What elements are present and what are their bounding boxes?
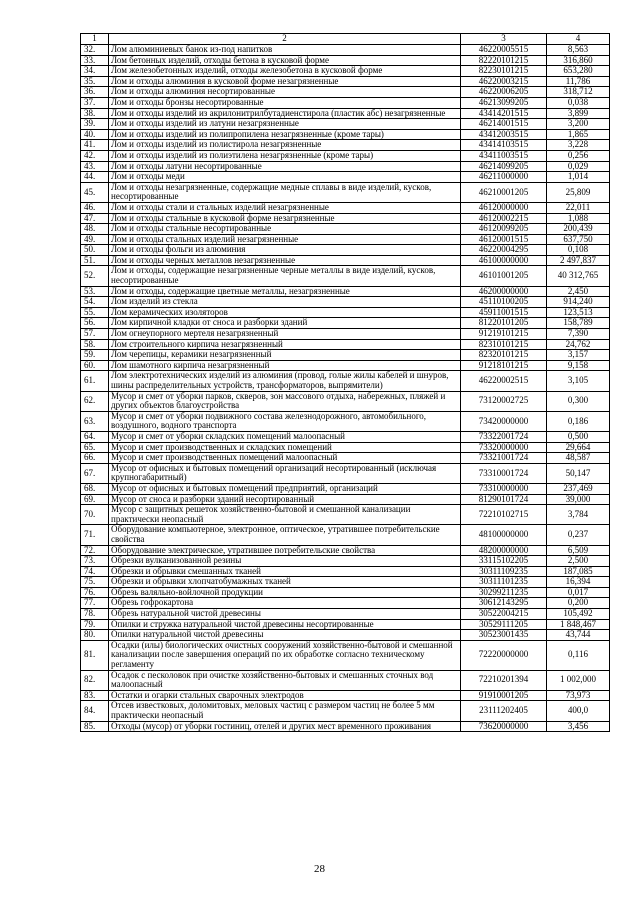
row-number: 50.	[81, 245, 109, 256]
row-number: 34.	[81, 66, 109, 77]
waste-name: Лом алюминиевых банок из-под напитков	[109, 45, 461, 56]
row-number: 83.	[81, 690, 109, 701]
quantity-value: 3,200	[547, 119, 610, 130]
table-row	[81, 670, 610, 690]
quantity-value: 187,085	[547, 566, 610, 577]
fkko-code: 30612143295	[461, 598, 547, 609]
table-row	[81, 76, 610, 87]
fkko-code: 46101001205	[461, 266, 547, 286]
fkko-code: 43414103515	[461, 140, 547, 151]
table-row	[81, 350, 610, 361]
quantity-value: 3,784	[547, 505, 610, 525]
row-number: 64.	[81, 431, 109, 442]
table-row	[81, 598, 610, 609]
row-number: 42.	[81, 150, 109, 161]
quantity-value: 653,280	[547, 66, 610, 77]
fkko-code: 30523001435	[461, 630, 547, 641]
quantity-value: 39,000	[547, 494, 610, 505]
waste-name: Лом и отходы черных металлов незагрязненные	[109, 255, 461, 266]
table-row	[81, 566, 610, 577]
table-row	[81, 556, 610, 567]
fkko-code: 91218101215	[461, 360, 547, 371]
row-number: 35.	[81, 76, 109, 87]
waste-name: Лом и отходы стальные несортированные	[109, 224, 461, 235]
row-number: 44.	[81, 172, 109, 183]
waste-name: Лом и отходы, содержащие цветные металлы, незагрязненные	[109, 286, 461, 297]
row-number: 78.	[81, 609, 109, 620]
column-header: 4	[547, 34, 610, 45]
quantity-value: 6,509	[547, 545, 610, 556]
quantity-value: 316,860	[547, 55, 610, 66]
table-row	[81, 318, 610, 329]
quantity-value: 158,789	[547, 318, 610, 329]
row-number: 51.	[81, 255, 109, 266]
table-row	[81, 202, 610, 213]
fkko-code: 81220101205	[461, 318, 547, 329]
quantity-value: 1 848,467	[547, 619, 610, 630]
row-number: 45.	[81, 182, 109, 202]
row-number: 47.	[81, 213, 109, 224]
row-number: 73.	[81, 556, 109, 567]
waste-name: Опилки и стружка натуральной чистой древесины несортированные	[109, 619, 461, 630]
fkko-code: 46200000000	[461, 286, 547, 297]
fkko-code: 82220101215	[461, 55, 547, 66]
fkko-code: 46120001515	[461, 234, 547, 245]
waste-name: Лом и отходы, содержащие незагрязненные черные металлы в виде изделий, кусков, несортированные	[109, 266, 461, 286]
row-number: 58.	[81, 339, 109, 350]
waste-name: Осадок с песколовок при очистке хозяйственно-бытовых и смешанных сточных вод малоопасный	[109, 670, 461, 690]
waste-name: Лом изделий из стекла	[109, 297, 461, 308]
fkko-code: 46214099205	[461, 161, 547, 172]
waste-name: Мусор и смет производственных и складских помещений	[109, 442, 461, 453]
waste-name: Мусор от офисных и бытовых помещений организаций несортированный (исключая крупногабаритный)	[109, 463, 461, 483]
table-row	[81, 150, 610, 161]
table-body	[81, 45, 610, 732]
table-row	[81, 297, 610, 308]
table-header-row	[81, 34, 610, 45]
row-number: 38.	[81, 108, 109, 119]
fkko-code: 73320000000	[461, 442, 547, 453]
table-row	[81, 224, 610, 235]
quantity-value: 29,664	[547, 442, 610, 453]
table-row	[81, 411, 610, 431]
waste-name: Лом и отходы латуни несортированные	[109, 161, 461, 172]
row-number: 32.	[81, 45, 109, 56]
fkko-code: 30311101235	[461, 577, 547, 588]
table-row	[81, 442, 610, 453]
quantity-value: 24,762	[547, 339, 610, 350]
table-row	[81, 119, 610, 130]
waste-name: Лом и отходы изделий из полистирола незагрязненные	[109, 140, 461, 151]
fkko-code: 73310001724	[461, 463, 547, 483]
quantity-value: 0,186	[547, 411, 610, 431]
fkko-code: 46211000000	[461, 172, 547, 183]
table-row	[81, 463, 610, 483]
row-number: 80.	[81, 630, 109, 641]
row-number: 53.	[81, 286, 109, 297]
quantity-value: 43,744	[547, 630, 610, 641]
fkko-code: 82310101215	[461, 339, 547, 350]
waste-name: Лом черепицы, керамики незагрязненный	[109, 350, 461, 361]
table-row	[81, 640, 610, 670]
quantity-value: 237,469	[547, 483, 610, 494]
fkko-code: 73310000000	[461, 483, 547, 494]
quantity-value: 9,158	[547, 360, 610, 371]
quantity-value: 914,240	[547, 297, 610, 308]
fkko-code: 43414201515	[461, 108, 547, 119]
table-row	[81, 391, 610, 411]
table-row	[81, 213, 610, 224]
quantity-value: 0,200	[547, 598, 610, 609]
table-row	[81, 286, 610, 297]
quantity-value: 2,450	[547, 286, 610, 297]
quantity-value: 1,014	[547, 172, 610, 183]
row-number: 81.	[81, 640, 109, 670]
waste-name: Лом и отходы бронзы несортированные	[109, 97, 461, 108]
quantity-value: 2,500	[547, 556, 610, 567]
table-row	[81, 307, 610, 318]
waste-name: Обрезь валяльно-войлочной продукции	[109, 587, 461, 598]
waste-name: Отсев известковых, доломитовых, меловых частиц с размером частиц не более 5 мм практически неопасный	[109, 701, 461, 721]
waste-name: Лом и отходы стали и стальных изделий незагрязненные	[109, 202, 461, 213]
column-header: 2	[109, 34, 461, 45]
fkko-code: 46220006205	[461, 87, 547, 98]
row-number: 62.	[81, 391, 109, 411]
fkko-code: 45110100205	[461, 297, 547, 308]
waste-name: Лом огнеупорного мертеля незагрязненный	[109, 329, 461, 340]
row-number: 72.	[81, 545, 109, 556]
row-number: 71.	[81, 525, 109, 545]
table-row	[81, 371, 610, 391]
waste-name: Лом электротехнических изделий из алюминия (провод, голые жилы кабелей и шнуров, шины распределительных устройств, трансформаторов, выпрямители)	[109, 371, 461, 391]
row-number: 74.	[81, 566, 109, 577]
waste-name: Мусор и смет производственных помещений малоопасный	[109, 453, 461, 464]
page-number: 28	[314, 863, 325, 875]
fkko-code: 33115102205	[461, 556, 547, 567]
quantity-value: 16,394	[547, 577, 610, 588]
row-number: 67.	[81, 463, 109, 483]
waste-name: Лом шамотного кирпича незагрязненный	[109, 360, 461, 371]
table-row	[81, 266, 610, 286]
quantity-value: 2 497,837	[547, 255, 610, 266]
waste-name: Оборудование компьютерное, электронное, оптическое, утратившее потребительские свойства	[109, 525, 461, 545]
table-row	[81, 609, 610, 620]
waste-name: Отходы (мусор) от уборки гостиниц, отелей и других мест временного проживания	[109, 721, 461, 732]
fkko-code: 46213099205	[461, 97, 547, 108]
quantity-value: 3,157	[547, 350, 610, 361]
waste-name: Лом и отходы незагрязненные, содержащие медные сплавы в виде изделий, кусков, несортированные	[109, 182, 461, 202]
quantity-value: 0,256	[547, 150, 610, 161]
fkko-code: 82320101215	[461, 350, 547, 361]
row-number: 46.	[81, 202, 109, 213]
waste-name: Лом железобетонных изделий, отходы железобетона в кусковой форме	[109, 66, 461, 77]
quantity-value: 3,456	[547, 721, 610, 732]
fkko-code: 30522004215	[461, 609, 547, 620]
quantity-value: 318,712	[547, 87, 610, 98]
fkko-code: 82230101215	[461, 66, 547, 77]
row-number: 65.	[81, 442, 109, 453]
row-number: 57.	[81, 329, 109, 340]
column-header: 1	[81, 34, 109, 45]
fkko-code: 23111202405	[461, 701, 547, 721]
table-row	[81, 545, 610, 556]
fkko-code: 43411003515	[461, 150, 547, 161]
row-number: 33.	[81, 55, 109, 66]
fkko-code: 30299211235	[461, 587, 547, 598]
row-number: 55.	[81, 307, 109, 318]
fkko-code: 48100000000	[461, 525, 547, 545]
quantity-value: 8,563	[547, 45, 610, 56]
quantity-value: 25,809	[547, 182, 610, 202]
row-number: 39.	[81, 119, 109, 130]
row-number: 75.	[81, 577, 109, 588]
row-number: 40.	[81, 129, 109, 140]
waste-name: Лом и отходы изделий из акрилонитрилбутадиенстирола (пластик абс) незагрязненные	[109, 108, 461, 119]
fkko-code: 46220005515	[461, 45, 547, 56]
quantity-value: 0,029	[547, 161, 610, 172]
fkko-code: 30529111205	[461, 619, 547, 630]
row-number: 59.	[81, 350, 109, 361]
row-number: 82.	[81, 670, 109, 690]
waste-name: Обрезки и обрывки хлопчатобумажных тканей	[109, 577, 461, 588]
table-row	[81, 690, 610, 701]
row-number: 63.	[81, 411, 109, 431]
table-row	[81, 329, 610, 340]
fkko-code: 46120000000	[461, 202, 547, 213]
fkko-code: 48200000000	[461, 545, 547, 556]
table-row	[81, 255, 610, 266]
table-row	[81, 66, 610, 77]
quantity-value: 200,439	[547, 224, 610, 235]
table-row	[81, 721, 610, 732]
quantity-value: 0,116	[547, 640, 610, 670]
quantity-value: 3,899	[547, 108, 610, 119]
column-header: 3	[461, 34, 547, 45]
table-row	[81, 161, 610, 172]
waste-name: Лом и отходы фольги из алюминия	[109, 245, 461, 256]
quantity-value: 22,011	[547, 202, 610, 213]
table-row	[81, 55, 610, 66]
waste-table	[80, 33, 610, 732]
quantity-value: 0,500	[547, 431, 610, 442]
row-number: 56.	[81, 318, 109, 329]
waste-name: Мусор от офисных и бытовых помещений предприятий, организаций	[109, 483, 461, 494]
fkko-code: 45911001515	[461, 307, 547, 318]
row-number: 60.	[81, 360, 109, 371]
table-row	[81, 87, 610, 98]
row-number: 48.	[81, 224, 109, 235]
table-row	[81, 587, 610, 598]
waste-name: Оборудование электрическое, утратившее потребительские свойства	[109, 545, 461, 556]
fkko-code: 73620000000	[461, 721, 547, 732]
waste-name: Обрезки и обрывки смешанных тканей	[109, 566, 461, 577]
row-number: 79.	[81, 619, 109, 630]
fkko-code: 73321001724	[461, 453, 547, 464]
quantity-value: 1,088	[547, 213, 610, 224]
fkko-code: 46210001205	[461, 182, 547, 202]
row-number: 69.	[81, 494, 109, 505]
fkko-code: 46120099205	[461, 224, 547, 235]
fkko-code: 46100000000	[461, 255, 547, 266]
fkko-code: 46220004295	[461, 245, 547, 256]
row-number: 54.	[81, 297, 109, 308]
waste-name: Лом и отходы алюминия несортированные	[109, 87, 461, 98]
fkko-code: 46120002215	[461, 213, 547, 224]
table-row	[81, 483, 610, 494]
quantity-value: 1,865	[547, 129, 610, 140]
table-row	[81, 453, 610, 464]
waste-name: Лом и отходы стальные в кусковой форме незагрязненные	[109, 213, 461, 224]
fkko-code: 30311109235	[461, 566, 547, 577]
table-row	[81, 172, 610, 183]
waste-name: Остатки и огарки стальных сварочных электродов	[109, 690, 461, 701]
row-number: 37.	[81, 97, 109, 108]
table-row	[81, 234, 610, 245]
table-row	[81, 129, 610, 140]
row-number: 66.	[81, 453, 109, 464]
table-row	[81, 701, 610, 721]
waste-name: Обрезь натуральной чистой древесины	[109, 609, 461, 620]
table-row	[81, 245, 610, 256]
quantity-value: 11,786	[547, 76, 610, 87]
waste-name: Мусор и смет от уборки складских помещений малоопасный	[109, 431, 461, 442]
table-row	[81, 505, 610, 525]
quantity-value: 48,587	[547, 453, 610, 464]
row-number: 68.	[81, 483, 109, 494]
fkko-code: 46220003215	[461, 76, 547, 87]
table-row	[81, 619, 610, 630]
fkko-code: 73420000000	[461, 411, 547, 431]
table-row	[81, 577, 610, 588]
table-row	[81, 360, 610, 371]
fkko-code: 46214001515	[461, 119, 547, 130]
waste-name: Мусор и смет от уборки парков, скверов, зон массового отдыха, набережных, пляжей и других объектов благоустройства	[109, 391, 461, 411]
quantity-value: 400,0	[547, 701, 610, 721]
waste-name: Лом керамических изоляторов	[109, 307, 461, 318]
waste-name: Лом и отходы меди	[109, 172, 461, 183]
waste-name: Лом и отходы стальных изделий незагрязненные	[109, 234, 461, 245]
quantity-value: 3,105	[547, 371, 610, 391]
table-row	[81, 140, 610, 151]
fkko-code: 91219101215	[461, 329, 547, 340]
table-row	[81, 525, 610, 545]
table-row	[81, 108, 610, 119]
row-number: 84.	[81, 701, 109, 721]
row-number: 85.	[81, 721, 109, 732]
row-number: 43.	[81, 161, 109, 172]
quantity-value: 0,038	[547, 97, 610, 108]
table-row	[81, 431, 610, 442]
row-number: 77.	[81, 598, 109, 609]
waste-name: Осадки (илы) биологических очистных сооружений хозяйственно-бытовой и смешанной канализации после завершения операций по их обработке согласно техническому регламенту	[109, 640, 461, 670]
table-row	[81, 45, 610, 56]
fkko-code: 72220000000	[461, 640, 547, 670]
quantity-value: 0,237	[547, 525, 610, 545]
waste-name: Мусор от сноса и разборки зданий несортированный	[109, 494, 461, 505]
row-number: 61.	[81, 371, 109, 391]
row-number: 36.	[81, 87, 109, 98]
quantity-value: 105,492	[547, 609, 610, 620]
quantity-value: 1 002,000	[547, 670, 610, 690]
waste-name: Мусор с защитных решеток хозяйственно-бытовой и смешанной канализации практически неопасный	[109, 505, 461, 525]
quantity-value: 0,300	[547, 391, 610, 411]
waste-name: Лом и отходы изделий из латуни незагрязненные	[109, 119, 461, 130]
waste-name: Лом строительного кирпича незагрязненный	[109, 339, 461, 350]
quantity-value: 3,228	[547, 140, 610, 151]
fkko-code: 81290101724	[461, 494, 547, 505]
table-row	[81, 182, 610, 202]
fkko-code: 72210201394	[461, 670, 547, 690]
row-number: 52.	[81, 266, 109, 286]
waste-name: Лом кирпичной кладки от сноса и разборки зданий	[109, 318, 461, 329]
fkko-code: 91910001205	[461, 690, 547, 701]
table-row	[81, 339, 610, 350]
fkko-code: 43412003515	[461, 129, 547, 140]
quantity-value: 637,750	[547, 234, 610, 245]
waste-name: Лом и отходы алюминия в кусковой форме незагрязненные	[109, 76, 461, 87]
fkko-code: 73120002725	[461, 391, 547, 411]
quantity-value: 40 312,765	[547, 266, 610, 286]
fkko-code: 46220002515	[461, 371, 547, 391]
table-row	[81, 630, 610, 641]
quantity-value: 50,147	[547, 463, 610, 483]
waste-name: Лом и отходы изделий из полиэтилена незагрязненные (кроме тары)	[109, 150, 461, 161]
row-number: 70.	[81, 505, 109, 525]
waste-name: Опилки натуральной чистой древесины	[109, 630, 461, 641]
quantity-value: 0,017	[547, 587, 610, 598]
quantity-value: 0,108	[547, 245, 610, 256]
quantity-value: 73,973	[547, 690, 610, 701]
quantity-value: 123,513	[547, 307, 610, 318]
fkko-code: 73322001724	[461, 431, 547, 442]
quantity-value: 7,390	[547, 329, 610, 340]
waste-name: Обрезь гофрокартона	[109, 598, 461, 609]
row-number: 76.	[81, 587, 109, 598]
waste-name: Обрезки вулканизованной резины	[109, 556, 461, 567]
fkko-code: 72210102715	[461, 505, 547, 525]
row-number: 49.	[81, 234, 109, 245]
waste-name: Лом бетонных изделий, отходы бетона в кусковой форме	[109, 55, 461, 66]
row-number: 41.	[81, 140, 109, 151]
waste-name: Мусор и смет от уборки подвижного состава железнодорожного, автомобильного, воздушного, водного транспорта	[109, 411, 461, 431]
table-row	[81, 494, 610, 505]
waste-name: Лом и отходы изделий из полипропилена незагрязненные (кроме тары)	[109, 129, 461, 140]
table-row	[81, 97, 610, 108]
